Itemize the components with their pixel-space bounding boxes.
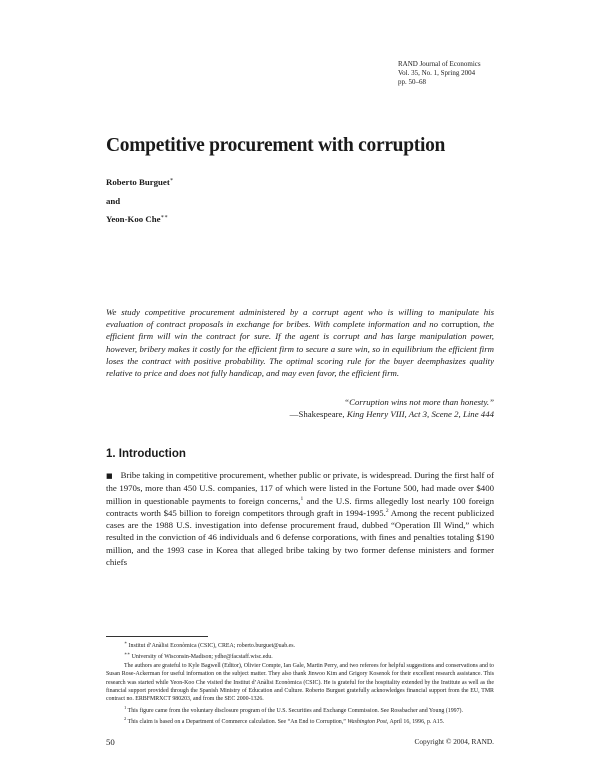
footnote-ref-2: 2 bbox=[385, 507, 389, 514]
epigraph-attribution-author: —Shakespeare, bbox=[289, 409, 347, 420]
footnote-2-mark: 2 bbox=[124, 716, 127, 722]
footnote-2-text: This claim is based on a Department of Commerce calculation. See “An End to Corruption,” bbox=[126, 719, 348, 726]
footnotes bbox=[106, 639, 494, 727]
paragraph-sentence-3: Among the recent publicized cases are the 1988 U.S. investigation into defense procurement fraud, dubbed “Operation Ill Wind,” which resulted in the conviction of 46 individuals and 6 defense corporations, with fines and penalties totaling $190 million, and the 1993 case in Korea that alleged bribe taking by two former defense ministers and former chiefs bbox=[106, 507, 495, 568]
affiliation-2 bbox=[106, 650, 494, 661]
author-conjunction: and bbox=[106, 196, 121, 206]
footnote-2-date: , April 16, 1996, p. A15. bbox=[386, 719, 445, 726]
abstract bbox=[106, 306, 494, 379]
affiliation-1 bbox=[106, 639, 494, 650]
paper-title: Competitive procurement with corruption bbox=[106, 135, 446, 156]
intro-paragraph bbox=[106, 469, 494, 568]
footnote-2 bbox=[106, 715, 494, 726]
author-2-name: Yeon-Koo Che bbox=[106, 214, 161, 224]
author-1-mark: ∗ bbox=[169, 177, 174, 184]
affiliation-1-mark: ∗ bbox=[124, 640, 128, 645]
epigraph-attribution bbox=[290, 408, 494, 420]
affiliation-2-text: University of Wisconsin-Madison; ydhe@facstaff.wisc.edu. bbox=[130, 654, 273, 661]
epigraph-quote: “Corruption wins not more than honesty.” bbox=[344, 397, 494, 407]
journal-volume: Vol. 35, No. 1, Spring 2004 bbox=[398, 69, 476, 77]
section-heading bbox=[106, 448, 186, 460]
section-title: Introduction bbox=[118, 448, 186, 460]
author-2-mark: ∗∗ bbox=[160, 214, 168, 221]
epigraph bbox=[290, 396, 494, 421]
affiliation-1-text: Institut d’Anàlisi Econòmica (CSIC), CREA; roberto.burguet@uab.es. bbox=[127, 642, 295, 649]
section-number: 1. bbox=[106, 448, 116, 460]
acknowledgements: The authors are grateful to Kyle Bagwell (Editor), Olivier Compte, Ian Gale, Martin Perry, and two referees for helpful suggestions and conservations and to Susan Rose-Ackerman for useful information on the subject matter. They also thank Jinwoo Kim and Grigory Kosenok for their excellent research assistance. This research was started while Yeon-Koo Che visited the Institut d’Anàlisi Econòmica (CSIC). He is grateful for the hospitality extended by the Institute as well as the financial support provided through the Spanish Ministry of Education and Culture. Roberto Burguet gratefully acknowledges financial support from the EU, TMR contract no. ERBFMRXCT 980203, and from the SEC 2000-1326. bbox=[106, 662, 494, 703]
footnote-ref-1: 1 bbox=[300, 495, 304, 502]
abstract-text-2: the efficient firm will win the contract for sure. If the agent is corrupt and has large manipulation power, however, bribery makes it costly for the efficient firm to secure a sure win, so in equilibrium the efficient firm loses the contract with positive probability. The optimal scoring rule for the buyer deemphasizes quality relative to price and does not fully handicap, and may even favor, the efficient firm. bbox=[106, 319, 494, 379]
epigraph-attribution-work: King Henry VIII, Act 3, Scene 2, Line 444 bbox=[346, 409, 494, 420]
author-1 bbox=[106, 177, 174, 187]
footnote-1-mark: 1 bbox=[124, 704, 127, 710]
footnote-rule bbox=[106, 636, 208, 637]
copyright-notice: Copyright © 2004, RAND. bbox=[414, 737, 494, 746]
affiliation-2-mark: ∗∗ bbox=[124, 651, 131, 657]
journal-name: RAND Journal of Economics bbox=[398, 60, 481, 68]
journal-pages: pp. 50–68 bbox=[398, 78, 426, 86]
page-number: 50 bbox=[106, 737, 115, 747]
paragraph-sentence-1: Bribe taking in competitive procurement, whether public or private, is widespread. During the first half of the 1970s, more than 450 U.S. companies, 117 of which were listed in the Fortune 500, had made over $400 million in questionable payments to foreign concerns, bbox=[106, 470, 494, 506]
author-1-name: Roberto Burguet bbox=[106, 177, 170, 187]
paragraph-marker: ■ bbox=[106, 472, 113, 480]
journal-header bbox=[398, 60, 481, 87]
paragraph-sentence-2: and the U.S. firms allegedly lost nearly 100 foreign contracts worth $45 billion to foreign competitors through graft in 1994-1995. bbox=[106, 495, 495, 518]
footnote-2-source: Washington Post bbox=[347, 719, 387, 726]
abstract-text-upright: corruption, bbox=[441, 319, 484, 330]
footnote-1-text: This figure came from the voluntary disclosure program of the U.S. Securities and Exchange Commission. See Rossbacher and Young (1997). bbox=[126, 707, 463, 714]
abstract-text-1: We study competitive procurement administered by a corrupt agent who is willing to manipulate his evaluation of contract proposals in exchange for bribes. With complete information and no bbox=[106, 307, 494, 330]
author-2 bbox=[106, 214, 168, 224]
footnote-1 bbox=[106, 704, 494, 715]
